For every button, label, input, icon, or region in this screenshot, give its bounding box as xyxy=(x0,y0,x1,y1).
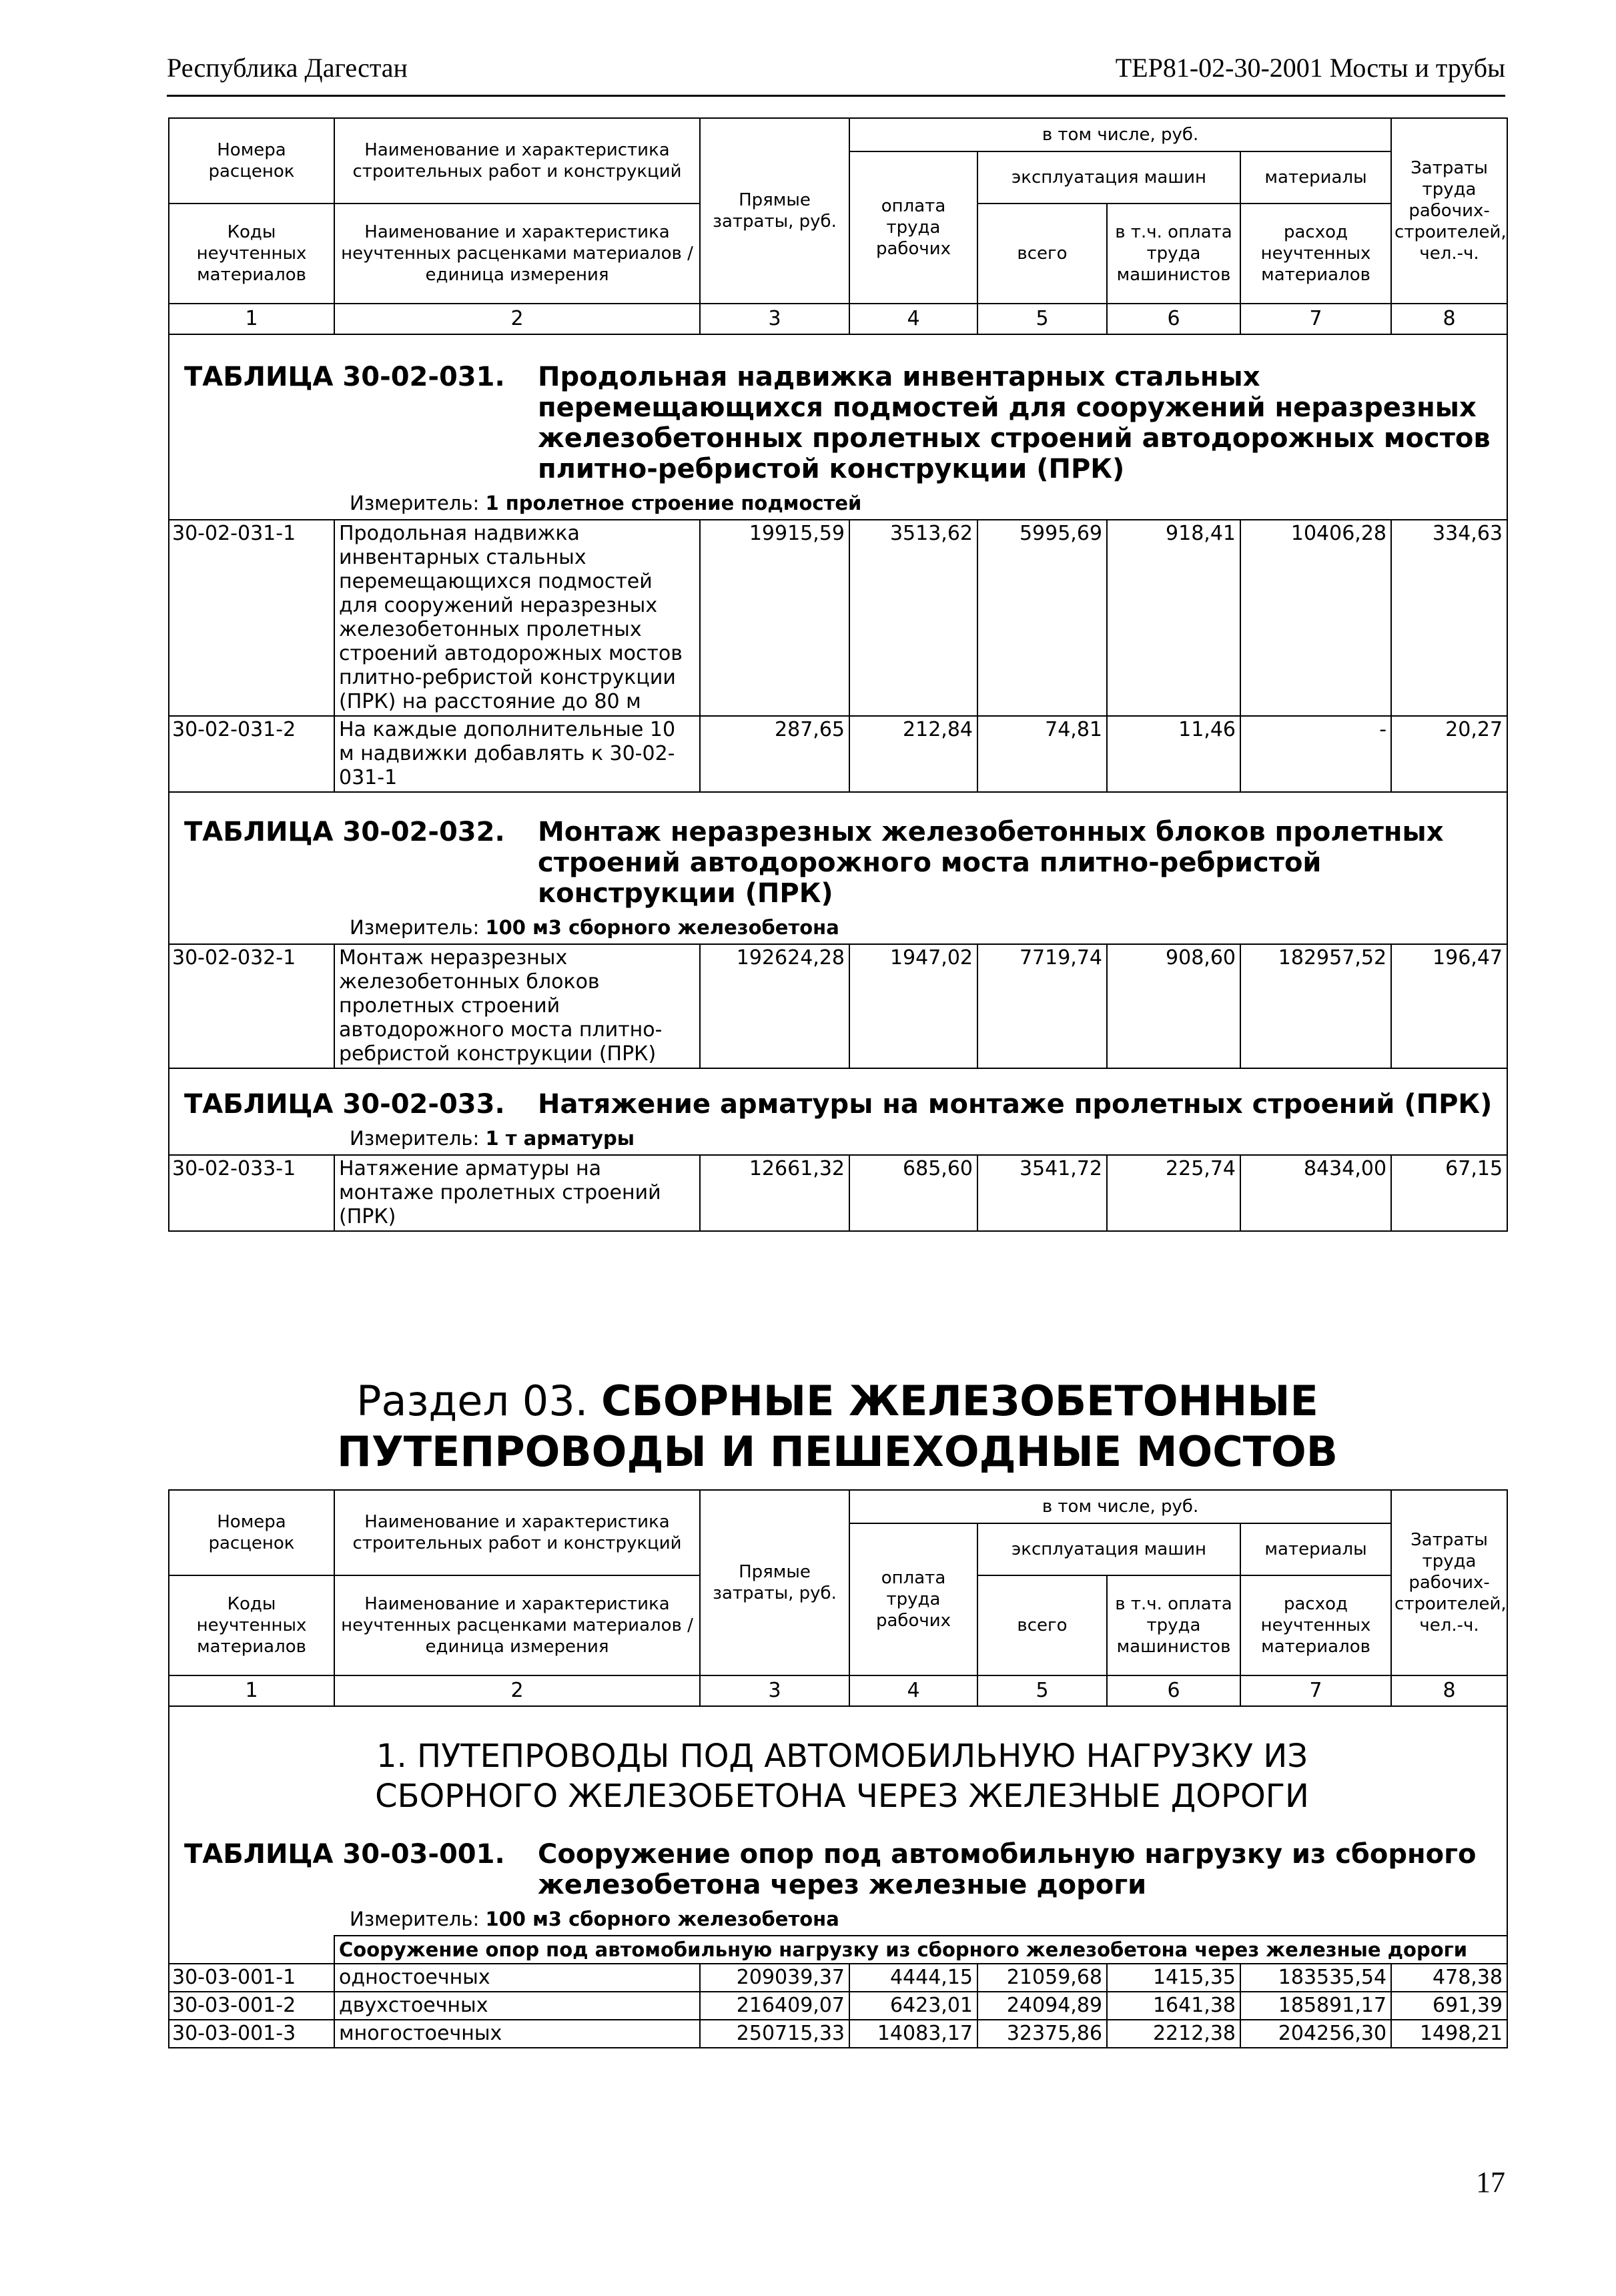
materials: 185891,17 xyxy=(1240,1992,1391,2020)
unit-label: Измеритель: xyxy=(350,1127,480,1150)
table-row xyxy=(169,1992,1507,2020)
col-header-wages: оплата труда рабочих xyxy=(849,151,977,304)
col-header-machines: эксплуатация машин xyxy=(977,1523,1240,1575)
unit-value: 100 м3 сборного железобетона xyxy=(485,1908,839,1930)
col-header-wages: оплата труда рабочих xyxy=(849,1523,977,1675)
col-number: 6 xyxy=(1107,304,1240,334)
materials: 8434,00 xyxy=(1240,1155,1391,1231)
col-header-material-codes: Коды неучтенных материалов xyxy=(169,1575,334,1675)
unit-value: 100 м3 сборного железобетона xyxy=(485,916,839,939)
unit-value: 1 т арматуры xyxy=(485,1127,635,1150)
col-header-materials: материалы xyxy=(1240,151,1391,204)
table-title xyxy=(184,1839,1500,1900)
col-header-material-codes: Коды неучтенных материалов xyxy=(169,204,334,304)
rate-name: Натяжение арматуры на монтаже пролетных строений (ПРК) xyxy=(334,1155,700,1231)
col-header-including: в том числе, руб. xyxy=(849,118,1391,151)
col-header-material-name: Наименование и характеристика неучтенных расценками материалов / единица измерения xyxy=(334,204,700,304)
col-number: 5 xyxy=(977,304,1107,334)
col-header-including: в том числе, руб. xyxy=(849,1490,1391,1523)
table-row xyxy=(169,944,1507,1068)
direct-costs: 19915,59 xyxy=(700,520,849,716)
materials: 183535,54 xyxy=(1240,1964,1391,1992)
col-header-direct-costs: Прямые затраты, руб. xyxy=(700,1490,849,1675)
col-header-machines-total: всего xyxy=(977,1575,1107,1675)
machinist-wages: 2212,38 xyxy=(1107,2020,1240,2048)
col-header-codes: Номера расценок xyxy=(169,118,334,204)
table-number: ТАБЛИЦА 30-02-031. xyxy=(184,362,505,392)
col-number: 7 xyxy=(1240,1675,1391,1706)
rate-code: 30-02-031-2 xyxy=(169,716,334,792)
wages: 685,60 xyxy=(849,1155,977,1231)
materials: 182957,52 xyxy=(1240,944,1391,1068)
table-caption: Натяжение арматуры на монтаже пролетных строений (ПРК) xyxy=(538,1089,1493,1120)
header-document-code: ТЕР81-02-30-2001 Мосты и трубы xyxy=(1115,53,1505,83)
col-number: 2 xyxy=(334,1675,700,1706)
machinist-wages: 918,41 xyxy=(1107,520,1240,716)
direct-costs: 250715,33 xyxy=(700,2020,849,2048)
machinist-wages: 1415,35 xyxy=(1107,1964,1240,1992)
table-unit xyxy=(350,1907,1500,1931)
col-number: 1 xyxy=(169,1675,334,1706)
unit-value: 1 пролетное строение подмостей xyxy=(485,492,862,514)
machinist-wages: 908,60 xyxy=(1107,944,1240,1068)
col-number: 4 xyxy=(849,304,977,334)
materials: 10406,28 xyxy=(1240,520,1391,716)
direct-costs: 216409,07 xyxy=(700,1992,849,2020)
rates-table-top xyxy=(168,117,1508,1232)
table-unit xyxy=(350,1126,1500,1150)
col-header-machines-total: всего xyxy=(977,204,1107,304)
unit-label: Измеритель: xyxy=(350,916,480,939)
labor: 691,39 xyxy=(1391,1992,1507,2020)
col-header-direct-costs: Прямые затраты, руб. xyxy=(700,118,849,304)
section-number: Раздел 03. xyxy=(356,1377,588,1425)
col-header-material-use: расход неучтенных материалов xyxy=(1240,1575,1391,1675)
col-number: 5 xyxy=(977,1675,1107,1706)
rate-name: На каждые дополнительные 10 м надвижки добавлять к 30-02-031-1 xyxy=(334,716,700,792)
col-number: 4 xyxy=(849,1675,977,1706)
rates-table-bottom xyxy=(168,1489,1508,2048)
col-header-materials: материалы xyxy=(1240,1523,1391,1575)
col-header-material-use: расход неучтенных материалов xyxy=(1240,204,1391,304)
table-row xyxy=(169,716,1507,792)
col-header-labor: Затраты труда рабочих-строителей, чел.-ч. xyxy=(1391,118,1507,304)
wages: 3513,62 xyxy=(849,520,977,716)
machines-total: 74,81 xyxy=(977,716,1107,792)
wages: 4444,15 xyxy=(849,1964,977,1992)
rate-name: двухстоечных xyxy=(334,1992,700,2020)
rate-name: Продольная надвижка инвентарных стальных перемещающихся подмостей для сооружений неразрезных железобетонных пролетных строений автодорожных мостов плитно-ребристой конструкции (ПРК) на расстояние до 80 м xyxy=(334,520,700,716)
page-number: 17 xyxy=(1476,2166,1505,2199)
unit-label: Измеритель: xyxy=(350,492,480,514)
direct-costs: 287,65 xyxy=(700,716,849,792)
col-header-machinist-wages: в т.ч. оплата труда машинистов xyxy=(1107,204,1240,304)
col-number: 8 xyxy=(1391,1675,1507,1706)
machines-total: 24094,89 xyxy=(977,1992,1107,2020)
table-title xyxy=(184,817,1500,909)
col-number: 1 xyxy=(169,304,334,334)
direct-costs: 12661,32 xyxy=(700,1155,849,1231)
machines-total: 32375,86 xyxy=(977,2020,1107,2048)
rate-code: 30-02-032-1 xyxy=(169,944,334,1068)
table-row xyxy=(169,1964,1507,1992)
wages: 14083,17 xyxy=(849,2020,977,2048)
table-caption: Продольная надвижка инвентарных стальных перемещающихся подмостей для сооружений неразрезных железобетонных пролетных строений автодорожных мостов плитно-ребристой конструкции (ПРК) xyxy=(538,362,1491,484)
machines-total: 21059,68 xyxy=(977,1964,1107,1992)
rate-name: Монтаж неразрезных железобетонных блоков пролетных строений автодорожного моста плитно-ребристой конструкции (ПРК) xyxy=(334,944,700,1068)
col-number: 7 xyxy=(1240,304,1391,334)
col-header-material-name: Наименование и характеристика неучтенных расценками материалов / единица измерения xyxy=(334,1575,700,1675)
labor: 67,15 xyxy=(1391,1155,1507,1231)
header-region: Республика Дагестан xyxy=(167,53,408,83)
section-name: СБОРНЫЕ ЖЕЛЕЗОБЕТОННЫЕ ПУТЕПРОВОДЫ И ПЕШЕХОДНЫЕ МОСТОВ xyxy=(337,1377,1338,1476)
col-header-machines: эксплуатация машин xyxy=(977,151,1240,204)
labor: 20,27 xyxy=(1391,716,1507,792)
labor: 196,47 xyxy=(1391,944,1507,1068)
table-number: ТАБЛИЦА 30-02-032. xyxy=(184,817,505,847)
col-header-labor: Затраты труда рабочих-строителей, чел.-ч. xyxy=(1391,1490,1507,1675)
col-header-name: Наименование и характеристика строительных работ и конструкций xyxy=(334,118,700,204)
col-header-machinist-wages: в т.ч. оплата труда машинистов xyxy=(1107,1575,1240,1675)
col-number: 8 xyxy=(1391,304,1507,334)
labor: 478,38 xyxy=(1391,1964,1507,1992)
section-title xyxy=(168,1376,1507,1477)
rate-code: 30-03-001-1 xyxy=(169,1964,334,1992)
table-unit xyxy=(350,915,1500,939)
machinist-wages: 11,46 xyxy=(1107,716,1240,792)
table-number: ТАБЛИЦА 30-02-033. xyxy=(184,1089,505,1120)
materials: 204256,30 xyxy=(1240,2020,1391,2048)
table-caption: Сооружение опор под автомобильную нагрузку из сборного железобетона через железные дороги xyxy=(538,1839,1477,1900)
table-row xyxy=(169,1155,1507,1231)
machines-total: 3541,72 xyxy=(977,1155,1107,1231)
table-row xyxy=(169,520,1507,716)
table-number: ТАБЛИЦА 30-03-001. xyxy=(184,1839,505,1870)
direct-costs: 192624,28 xyxy=(700,944,849,1068)
col-header-codes: Номера расценок xyxy=(169,1490,334,1575)
rate-code: 30-03-001-2 xyxy=(169,1992,334,2020)
labor: 1498,21 xyxy=(1391,2020,1507,2048)
wages: 6423,01 xyxy=(849,1992,977,2020)
table-title xyxy=(184,362,1500,484)
table-unit xyxy=(350,491,1500,515)
table-row xyxy=(169,2020,1507,2048)
direct-costs: 209039,37 xyxy=(700,1964,849,1992)
rate-code: 30-02-031-1 xyxy=(169,520,334,716)
wages: 1947,02 xyxy=(849,944,977,1068)
col-number: 3 xyxy=(700,1675,849,1706)
machines-total: 7719,74 xyxy=(977,944,1107,1068)
rate-code: 30-03-001-3 xyxy=(169,2020,334,2048)
table-title xyxy=(184,1089,1500,1120)
machines-total: 5995,69 xyxy=(977,520,1107,716)
col-number: 6 xyxy=(1107,1675,1240,1706)
machinist-wages: 1641,38 xyxy=(1107,1992,1240,2020)
col-header-name: Наименование и характеристика строительных работ и конструкций xyxy=(334,1490,700,1575)
header-rule xyxy=(167,95,1505,97)
unit-label: Измеритель: xyxy=(350,1908,480,1930)
col-number: 2 xyxy=(334,304,700,334)
machinist-wages: 225,74 xyxy=(1107,1155,1240,1231)
subsection-title: 1. ПУТЕПРОВОДЫ ПОД АВТОМОБИЛЬНУЮ НАГРУЗКУ ИЗ СБОРНОГО ЖЕЛЕЗОБЕТОНА ЧЕРЕЗ ЖЕЛЕЗНЫЕ ДОРОГИ xyxy=(375,1738,1309,1815)
table-caption: Монтаж неразрезных железобетонных блоков пролетных строений автодорожного моста плитно-ребристой конструкции (ПРК) xyxy=(538,817,1444,909)
labor: 334,63 xyxy=(1391,520,1507,716)
col-number: 3 xyxy=(700,304,849,334)
rate-name: многостоечных xyxy=(334,2020,700,2048)
wages: 212,84 xyxy=(849,716,977,792)
group-heading: Сооружение опор под автомобильную нагрузку из сборного железобетона через железные дороги xyxy=(334,1936,1507,1964)
rate-code: 30-02-033-1 xyxy=(169,1155,334,1231)
materials: - xyxy=(1240,716,1391,792)
rate-name: одностоечных xyxy=(334,1964,700,1992)
